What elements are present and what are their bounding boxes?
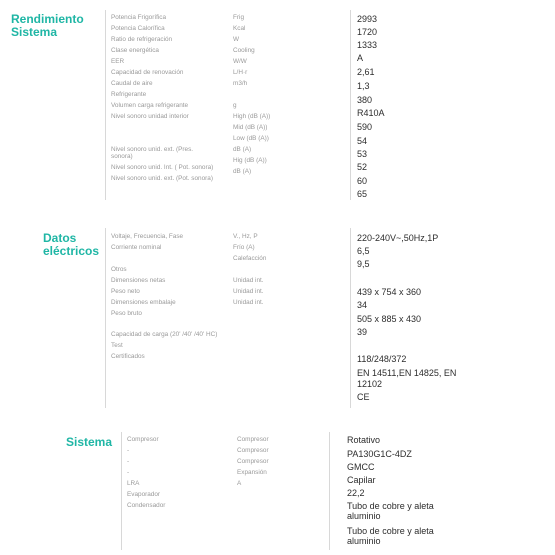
row-unit: dB (A): [233, 146, 252, 153]
row-unit: Compresor: [237, 436, 269, 443]
row-label: Peso neto: [111, 288, 140, 295]
divider-right: [350, 228, 351, 408]
row-value: 590: [357, 122, 373, 132]
row-unit: Unidad int.: [233, 277, 264, 284]
row-label: -: [127, 469, 130, 476]
row-label: Capacidad de renovación: [111, 69, 184, 76]
row-label: Refrigerante: [111, 91, 147, 98]
row-value: 34: [357, 300, 368, 310]
row-label: -: [127, 458, 130, 465]
row-value: 505 x 885 x 430: [357, 314, 422, 324]
row-unit: W: [233, 36, 240, 43]
row-unit: Frío (A): [233, 244, 255, 251]
row-label: Dimensiones netas: [111, 277, 166, 284]
row-value: 220-240V~,50Hz,1P: [357, 233, 439, 243]
row-label: Condensador: [127, 502, 166, 509]
row-value: 2993: [357, 14, 378, 24]
row-value: 54: [357, 136, 368, 146]
row-value: EN 14511,EN 14825, EN 12102: [357, 368, 457, 389]
row-label: Capacidad de carga (20' /40' /40' HC): [111, 331, 218, 338]
row-unit: L/H·r: [233, 69, 248, 76]
row-unit: Low (dB (A)): [233, 135, 269, 142]
row-label: Evaporador: [127, 491, 161, 498]
row-unit: A: [237, 480, 242, 487]
row-value: 39: [357, 327, 368, 337]
row-value: 1720: [357, 27, 378, 37]
row-value: Rotativo: [347, 435, 381, 445]
row-unit: dB (A): [233, 168, 252, 175]
row-unit: Unidad int.: [233, 299, 264, 306]
row-label: Volumen carga refrigerante: [111, 102, 189, 109]
row-unit: Calefacción: [233, 255, 267, 262]
row-unit: Kcal: [233, 25, 246, 32]
row-label: Ratio de refrigeración: [111, 36, 173, 43]
row-unit: High (dB (A)): [233, 113, 271, 120]
row-label: Test: [111, 342, 123, 349]
row-label: EER: [111, 58, 125, 65]
row-unit: Compresor: [237, 458, 269, 465]
row-value: Tubo de cobre y aleta aluminio: [347, 526, 434, 546]
section-title: Sistema: [66, 435, 113, 449]
row-value: 9,5: [357, 259, 370, 269]
row-value: PA130G1C-4DZ: [347, 449, 412, 459]
row-value: 52: [357, 162, 368, 172]
row-value: R410A: [357, 108, 385, 118]
row-label: Nivel sonoro unidad interior: [111, 113, 189, 120]
row-label: Certificados: [111, 353, 145, 360]
row-label: Compresor: [127, 436, 159, 443]
row-label: Clase energética: [111, 47, 159, 54]
row-value: 1,3: [357, 81, 370, 91]
row-value: A: [357, 53, 364, 63]
row-label: -: [127, 447, 130, 454]
row-value: 380: [357, 95, 373, 105]
divider-right: [350, 10, 351, 200]
row-unit: Compresor: [237, 447, 269, 454]
section-title: Datos eléctricos: [43, 231, 100, 258]
row-label: Potencia Frigorífica: [111, 14, 167, 21]
row-label: LRA: [127, 480, 140, 487]
row-label: Dimensiones embalaje: [111, 299, 176, 306]
row-label: Nivel sonoro unid. Int. ( Pot. sonora): [111, 164, 214, 171]
row-label: Nivel sonoro unid. ext. (Pres. sonora): [111, 146, 194, 160]
row-label: Potencia Calorífica: [111, 25, 165, 32]
row-unit: m3/h: [233, 80, 248, 87]
row-value: 1333: [357, 40, 378, 50]
row-unit: Cooling: [233, 47, 255, 54]
row-unit: g: [233, 102, 237, 109]
row-label: Corriente nominal: [111, 244, 162, 251]
row-value: 53: [357, 149, 368, 159]
row-unit: W/W: [233, 58, 247, 65]
row-value: GMCC: [347, 462, 375, 472]
divider-left: [105, 228, 106, 408]
row-unit: Frig: [233, 14, 245, 21]
row-value: Capilar: [347, 475, 376, 485]
row-unit: V., Hz, P: [233, 233, 258, 240]
row-label: Nivel sonoro unid. ext. (Pot. sonora): [111, 175, 213, 182]
divider-left: [121, 432, 122, 550]
row-label: Voltaje, Frecuencia, Fase: [111, 233, 184, 240]
row-unit: Expansión: [237, 469, 267, 476]
row-label: Caudal de aire: [111, 80, 153, 87]
row-value: 2,61: [357, 67, 375, 77]
row-value: Tubo de cobre y aleta aluminio: [347, 501, 434, 521]
row-value: 439 x 754 x 360: [357, 287, 422, 297]
divider-right: [329, 432, 330, 550]
row-value: 6,5: [357, 246, 370, 256]
row-label: Otros: [111, 266, 127, 273]
section-title: Rendimiento Sistema: [11, 12, 84, 39]
row-unit: Hig (dB (A)): [233, 157, 267, 164]
row-label: Peso bruto: [111, 310, 142, 317]
row-value: 22,2: [347, 488, 365, 498]
row-value: 60: [357, 176, 368, 186]
row-value: CE: [357, 392, 370, 402]
row-unit: Mid (dB (A)): [233, 124, 268, 131]
row-unit: Unidad int.: [233, 288, 264, 295]
row-value: 118/248/372: [357, 354, 407, 364]
divider-left: [105, 10, 106, 200]
row-value: 65: [357, 189, 368, 199]
